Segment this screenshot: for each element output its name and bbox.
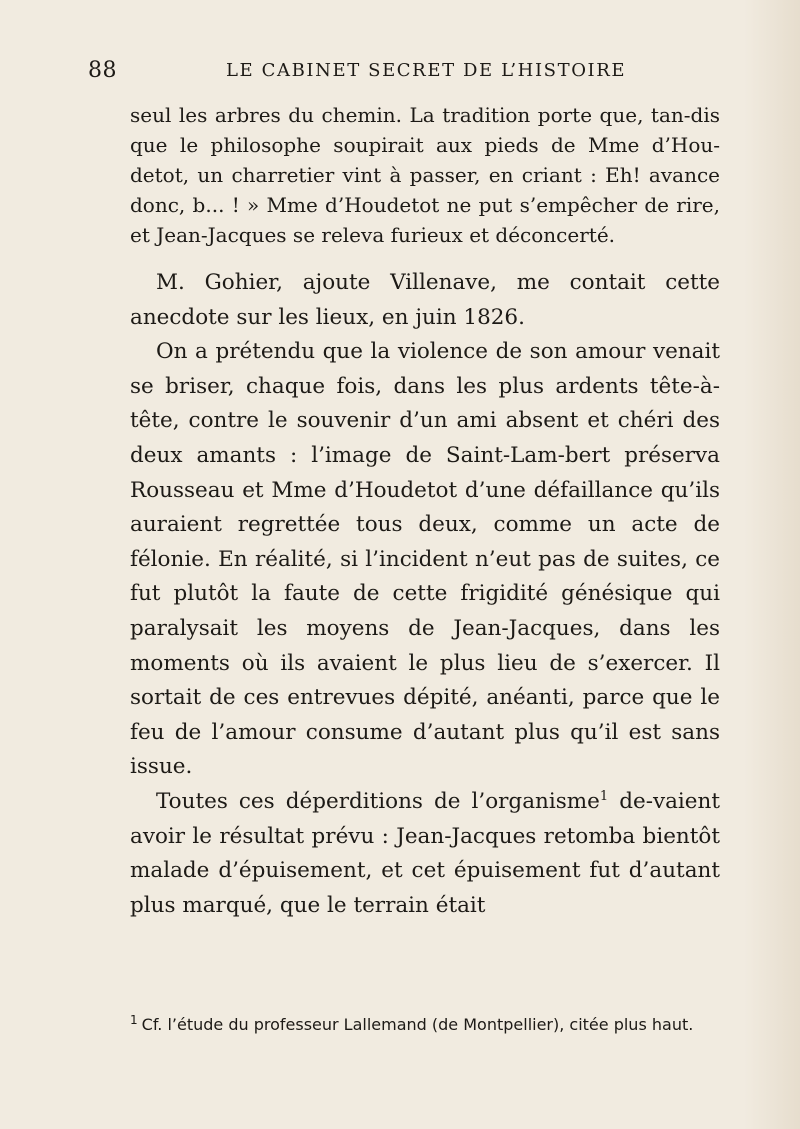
paragraph-2: M. Gohier, ajoute Villenave, me contait cette anecdote sur les lieux, en juin 1826. [130,270,720,330]
footnote-number: 1 [130,1012,138,1027]
page-header [88,58,728,88]
paragraph-4-start: Toutes ces déperditions de l’organisme [156,788,600,814]
page-number: 88 [88,58,117,83]
footnote-reference[interactable]: 1 [599,788,609,804]
footnote-text: Cf. l’étude du professeur Lallemand (de Montpellier), citée plus haut. [141,1015,694,1034]
paragraph-3: On a prétendu que la violence de son amour venait se briser, chaque fois, dans les plus ardents tête-à-tête, contre le souvenir d’un ami absent et chéri des deux amants : l’image de Saint-Lam-bert préserva Rousseau et Mme d’Houdetot d’une défaillance qu’ils auraient regrettée tous deux, comme un acte de félonie. En réalité, si l’incident n’eut pas de suites, ce fut plutôt la faute de cette frigidité génésique qui paralysait les moyens de Jean-Jacques, dans les moments où ils avaient le plus lieu de s’exercer. Il sortait de ces entrevues dépité, anéanti, parce que le feu de l’amour consume d’autant plus qu’il est sans issue. [130,339,720,780]
paragraph-4-end: de-vaient avoir le résultat prévu : Jean-Jacques retomba bientôt malade d’épuisement, et cet épuisement fut d’autant plus marqué, que le terrain était [130,788,721,918]
paragraph-1: seul les arbres du chemin. La tradition porte que, tan-dis que le philosophe soupirait aux pieds de Mme d’Hou-detot, un charretier vint à passer, en criant : Eh! avance donc, b... ! » Mme d’Houdetot ne put s’empêcher de rire, et Jean-Jacques se releva furieux et déconcerté. [130,103,720,247]
footnote [130,1011,720,1038]
running-title: LE CABINET SECRET DE L’HISTOIRE [226,60,627,81]
body-text [130,100,720,923]
paragraph-4 [130,785,720,923]
